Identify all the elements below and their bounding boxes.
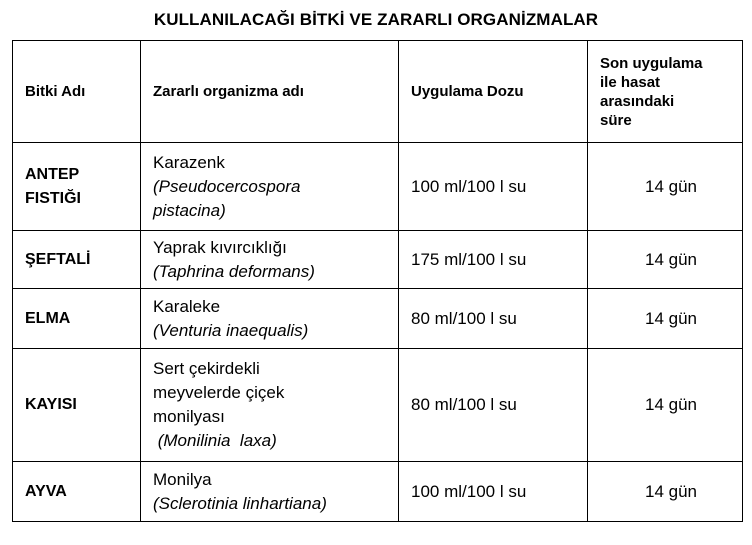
interval-cell: 14 gün <box>588 289 743 349</box>
crop-name-line: ŞEFTALİ <box>25 250 91 268</box>
table-header-row <box>13 41 743 143</box>
header-crop-name: Bitki Adı <box>13 41 141 143</box>
crop-name-cell <box>13 462 141 522</box>
header-organism-name: Zararlı organizma adı <box>141 41 399 143</box>
interval-cell: 14 gün <box>588 462 743 522</box>
interval-cell: 14 gün <box>588 143 743 231</box>
common-name-line: Karazenk <box>153 152 225 172</box>
dose-cell: 80 ml/100 l su <box>399 289 588 349</box>
common-name-line: Monilya <box>153 469 212 489</box>
crop-name-cell <box>13 231 141 289</box>
organism-cell <box>141 289 399 349</box>
dose-cell: 80 ml/100 l su <box>399 349 588 462</box>
table-row <box>13 143 743 231</box>
organism-cell <box>141 349 399 462</box>
crop-name-line: ANTEP <box>25 165 80 183</box>
table-row <box>13 289 743 349</box>
table-row <box>13 349 743 462</box>
crop-name-line: FISTIĞI <box>25 189 81 207</box>
header-application-dose: Uygulama Dozu <box>399 41 588 143</box>
scientific-name-line: pistacina) <box>153 200 226 220</box>
crop-name-line: KAYISI <box>25 396 77 413</box>
crop-name-line: AYVA <box>25 482 67 500</box>
organism-cell <box>141 231 399 289</box>
interval-cell: 14 gün <box>588 231 743 289</box>
crop-name-cell <box>13 143 141 231</box>
dose-cell: 100 ml/100 l su <box>399 143 588 231</box>
crop-name-cell <box>13 349 141 462</box>
header-timing-line: arasındaki <box>600 92 675 110</box>
crop-name-cell <box>13 289 141 349</box>
interval-cell: 14 gün <box>588 349 743 462</box>
dose-cell: 175 ml/100 l su <box>399 231 588 289</box>
scientific-name-line: (Venturia inaequalis) <box>153 320 309 340</box>
common-name-line: meyvelerde çiçek <box>153 383 285 402</box>
common-name-line: Sert çekirdekli <box>153 359 260 378</box>
scientific-name-line: (Monilinia laxa) <box>153 431 277 450</box>
organism-cell <box>141 462 399 522</box>
scientific-name-line: (Taphrina deformans) <box>153 261 315 281</box>
common-name-line: monilyası <box>153 407 225 426</box>
header-timing-line: süre <box>600 111 632 129</box>
table-row <box>13 231 743 289</box>
document-title: KULLANILACAĞI BİTKİ VE ZARARLI ORGANİZMALAR <box>153 10 599 29</box>
crop-name-line: ELMA <box>25 309 71 327</box>
organism-cell <box>141 143 399 231</box>
table-row <box>13 462 743 522</box>
header-preharvest-interval <box>588 41 743 143</box>
header-timing-line: ile hasat <box>600 73 661 91</box>
common-name-line: Karaleke <box>153 296 221 316</box>
scientific-name-line: (Sclerotinia linhartiana) <box>153 493 327 513</box>
common-name-line: Yaprak kıvırcıklığı <box>153 237 287 257</box>
header-timing-line: Son uygulama <box>600 54 703 72</box>
dose-cell: 100 ml/100 l su <box>399 462 588 522</box>
crop-pest-table <box>12 40 743 522</box>
scientific-name-line: (Pseudocercospora <box>153 176 301 196</box>
